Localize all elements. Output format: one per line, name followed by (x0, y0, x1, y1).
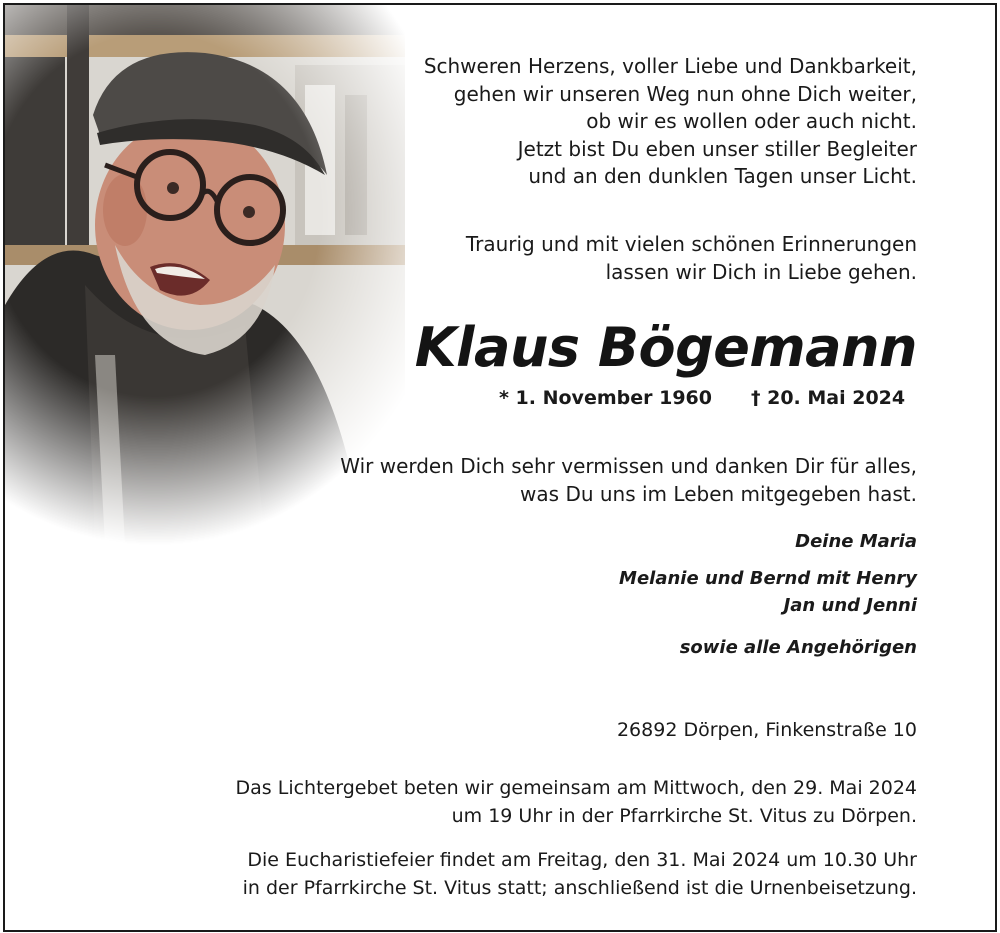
service-line: in der Pfarrkirche St. Vitus statt; anschließend ist die Urnenbeisetzung. (242, 877, 917, 899)
mourner-children (619, 565, 917, 619)
thanks-text (340, 452, 917, 508)
family-address (617, 716, 917, 744)
prayer-service-info (236, 774, 917, 830)
service-line: Das Lichtergebet beten wir gemeinsam am Mittwoch, den 29. Mai 2024 (235, 777, 917, 799)
verse-line: Schweren Herzens, voller Liebe und Dankbarkeit, (423, 54, 917, 78)
mourner-line: sowie alle Angehörigen (679, 637, 917, 658)
address-line: 26892 Dörpen, Finkenstraße 10 (616, 719, 917, 741)
death-date: † 20. Mai 2024 (751, 387, 906, 409)
mourner-spouse (795, 528, 917, 555)
obituary-notice (3, 3, 997, 932)
mourner-line: Deine Maria (795, 531, 917, 552)
mourner-line: Melanie und Bernd mit Henry (619, 568, 917, 589)
mourner-line: Jan und Jenni (783, 595, 917, 616)
thanks-line: Wir werden Dich sehr vermissen und danken Dir für alles, (340, 454, 917, 478)
farewell-line: Traurig und mit vielen schönen Erinnerungen (465, 232, 917, 256)
deceased-name: Klaus Bögemann (414, 316, 917, 379)
mass-service-info (243, 846, 917, 902)
verse-line: Jetzt bist Du eben unser stiller Begleiter (517, 136, 917, 161)
verse-line: und an den dunklen Tagen unser Licht. (528, 164, 917, 188)
birth-date: * 1. November 1960 (499, 387, 712, 409)
verse-line: ob wir es wollen oder auch nicht. (586, 109, 917, 133)
farewell-line: lassen wir Dich in Liebe gehen. (605, 259, 917, 284)
farewell-text (466, 231, 917, 286)
service-line: um 19 Uhr in der Pfarrkirche St. Vitus zu Dörpen. (451, 805, 917, 827)
service-line: Die Eucharistiefeier findet am Freitag, den 31. Mai 2024 um 10.30 Uhr (247, 849, 917, 871)
mourner-relatives (680, 634, 917, 661)
thanks-line: was Du uns im Leben mitgegeben hast. (520, 482, 917, 506)
verse-line: gehen wir unseren Weg nun ohne Dich weiter, (453, 81, 917, 106)
memorial-verse (424, 53, 917, 191)
